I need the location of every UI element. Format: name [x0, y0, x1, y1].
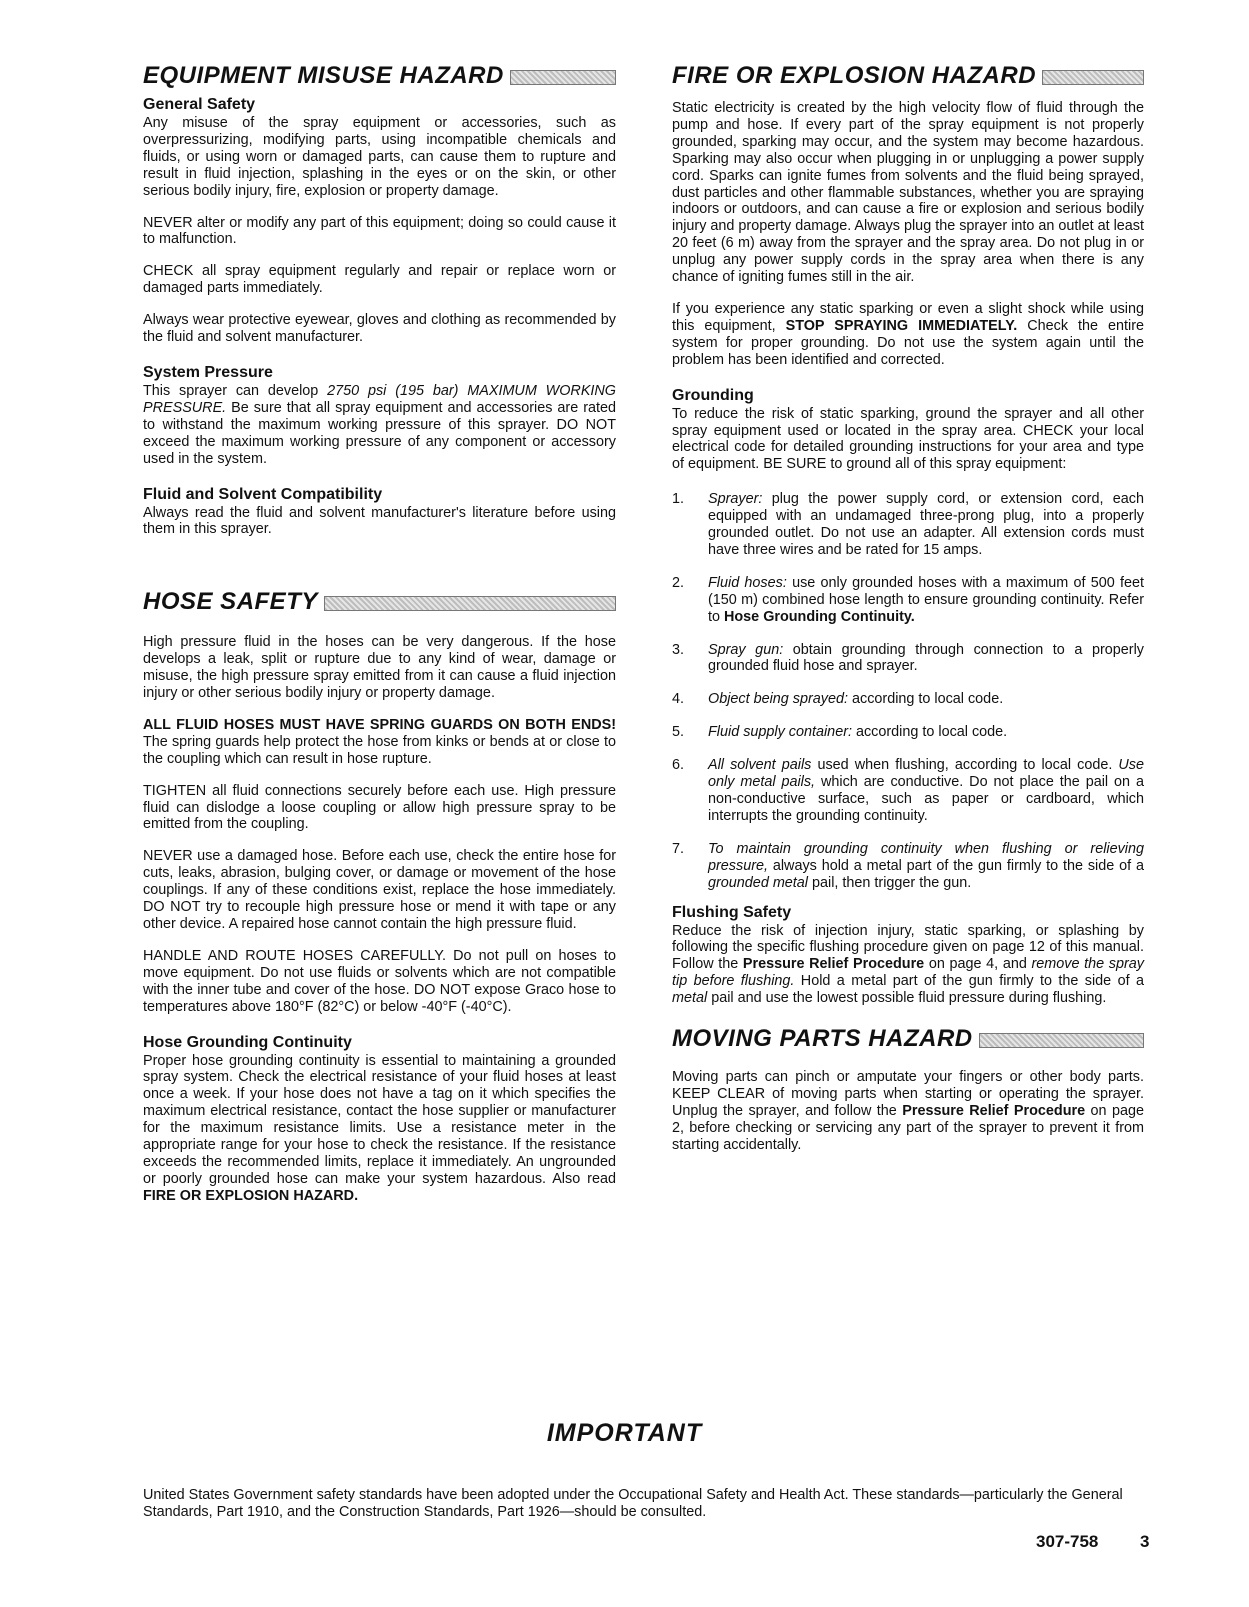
system-pressure-text: This sprayer can develop 2750 psi (195 bar) MAXIMUM WORKING PRESSURE. Be sure that all spray equipment and accessories are rated to withstand the maximum working pressure of this sprayer. DO NOT exceed the maximum working pressure of any component or accessory used in the system.: [143, 382, 616, 467]
fire-p1: Static electricity is created by the high velocity flow of fluid through the pump and hose. If every part of the spray equipment is not properly grounded, sparking may occur, and the system may become hazardous. Sparking may also occur when plugging in or unplugging a power supply cord. Sparks can ignite fumes from solvents and the fluid being sprayed, dust particles and other flammable substances, whether you are spraying indoors or outdoors, and can cause a fire or explosion and serious bodily injury and property damage. Always plug the sprayer into an outlet at least 20 feet (6 m) away from the sprayer and the spray area. Do not plug in or unplug any power supply cords in the spray area when there is any chance of igniting fumes still in the air.: [672, 100, 1144, 286]
hose-grounding-title: Hose Grounding Continuity: [143, 1033, 352, 1051]
grounding-intro: To reduce the risk of static sparking, ground the sprayer and all other spray equipment used or located in the spray area. CHECK your local electrical code for detailed grounding instructions for your area and type of equipment. BE SURE to ground all of this spray equipment:: [672, 405, 1144, 473]
general-safety-p4: Always wear protective eyewear, gloves and clothing as recommended by the fluid and solvent manufacturer.: [143, 312, 616, 346]
heading-bar: [1042, 70, 1144, 85]
important-title: IMPORTANT: [546, 1419, 703, 1447]
heading-bar: [979, 1033, 1144, 1048]
grounding-title: Grounding: [672, 386, 754, 404]
heading-bar: [324, 596, 616, 611]
list-item: 2. Fluid hoses: use only grounded hoses with a maximum of 500 feet (150 m) combined hose length to ensure grounding continuity. Refer to Hose Grounding Continuity.: [672, 574, 1144, 625]
heading-bar: [510, 70, 616, 85]
hose-safety-heading: HOSE SAFETY: [143, 588, 616, 616]
moving-parts-text: Moving parts can pinch or amputate your fingers or other body parts. KEEP CLEAR of moving parts when starting or operating the sprayer. Unplug the sprayer, and follow the Pressure Relief Procedure on page 2, before checking or servicing any part of the sprayer to prevent it from starting accidentally.: [672, 1069, 1145, 1153]
list-item: 6. All solvent pails used when flushing, according to local code. Use only metal pails, which are conductive. Do not place the pail on a non-conductive surface, such as paper or cardboard, which interrupts the grounding continuity.: [672, 757, 1144, 824]
hose-safety-p1: High pressure fluid in the hoses can be very dangerous. If the hose develops a leak, split or rupture due to any kind of wear, damage or misuse, the high pressure spray emitted from it can cause a fluid injection injury or other serious bodily injury or property damage.: [143, 634, 616, 702]
important-text: United States Government safety standards have been adopted under the Occupational Safety and Health Act. These standards—particularly the General Standards, Part 1910, and the Construction Standards, Part 1926—should be consulted.: [143, 1487, 1123, 1520]
general-safety-p2: NEVER alter or modify any part of this equipment; doing so could cause it to malfunction.: [143, 214, 616, 248]
fluid-solvent-text: Always read the fluid and solvent manufacturer's literature before using them in this sprayer.: [143, 504, 616, 538]
hose-safety-p3: TIGHTEN all fluid connections securely before each use. High pressure fluid can dislodge a loose coupling or allow high pressure spray to be emitted from the coupling.: [143, 782, 616, 833]
list-item: 4. Object being sprayed: according to local code.: [672, 691, 1004, 708]
left-column: [143, 62, 616, 1220]
equipment-misuse-heading: EQUIPMENT MISUSE HAZARD: [143, 62, 616, 90]
hose-safety-p2: ALL FLUID HOSES MUST HAVE SPRING GUARDS ON BOTH ENDS! The spring guards help protect the hose from kinks or bends at or close to the coupling which can result in hose rupture.: [143, 716, 616, 767]
fire-p2: If you experience any static sparking or even a slight shock while using this equipment, STOP SPRAYING IMMEDIATELY. Check the entire system for proper grounding. Do not use the system again until the problem has been identified and corrected.: [672, 300, 1145, 368]
document-number: 307-758: [1036, 1532, 1099, 1551]
fluid-solvent-title: Fluid and Solvent Compatibility: [143, 485, 383, 503]
grounding-list: [672, 491, 1144, 891]
fire-explosion-heading: FIRE OR EXPLOSION HAZARD: [672, 62, 1144, 90]
moving-parts-heading: MOVING PARTS HAZARD: [672, 1025, 1144, 1053]
hose-grounding-text: Proper hose grounding continuity is essential to maintaining a grounded spray system. Check the electrical resistance of your fluid hoses at least once a week. If your hose does not have a tag on it which specifies the maximum electrical resistance, contact the hose supplier or manufacturer for the maximum resistance limits. Use a resistance meter in the appropriate range for your hose to check the resistance. If the resistance exceeds the recommended limits, replace it immediately. An ungrounded or poorly grounded hose can make your system hazardous. Also read FIRE OR EXPLOSION HAZARD.: [143, 1052, 616, 1204]
right-column: [672, 62, 1144, 1169]
flushing-title: Flushing Safety: [672, 903, 792, 921]
hose-safety-p5: HANDLE AND ROUTE HOSES CAREFULLY. Do not pull on hoses to move equipment. Do not use fluids or solvents which are not compatible with the inner tube and cover of the hose. DO NOT expose Graco hose to temperatures above 180°F (82°C) or below -40°F (-40°C).: [143, 947, 616, 1015]
general-safety-p1: Any misuse of the spray equipment or accessories, such as overpressurizing, modifying parts, using incompatible chemicals and fluids, or using worn or damaged parts, can cause them to rupture and result in fluid injection, splashing in the eyes or on the skin, or other serious bodily injury, fire, explosion or property damage.: [143, 115, 616, 199]
list-item: 5. Fluid supply container: according to local code.: [672, 724, 1008, 741]
list-item: 3. Spray gun: obtain grounding through connection to a properly grounded fluid hose and sprayer.: [672, 641, 1144, 675]
page-number: 3: [1140, 1532, 1150, 1551]
system-pressure-title: System Pressure: [143, 363, 273, 381]
flushing-text: Reduce the risk of injection injury, static sparking, or splashing by following the specific flushing procedure given on page 12 of this manual. Follow the Pressure Relief Procedure on page 4, and remove the spray tip before flushing. Hold a metal part of the gun firmly to the side of a metal pail and use the lowest possible fluid pressure during flushing.: [672, 922, 1144, 1007]
list-item: 7. To maintain grounding continuity when flushing or relieving pressure, always hold a metal part of the gun firmly to the side of a grounded metal pail, then trigger the gun.: [672, 840, 1144, 891]
list-item: 1. Sprayer: plug the power supply cord, or extension cord, each equipped with an undamaged three-prong plug, into a properly grounded outlet. Do not use an adapter. All extension cords must have three wires and be rated for 15 amps.: [672, 491, 1144, 558]
general-safety-title: General Safety: [143, 96, 256, 113]
general-safety-p3: CHECK all spray equipment regularly and repair or replace worn or damaged parts immediately.: [143, 263, 616, 297]
hose-safety-p4: NEVER use a damaged hose. Before each use, check the entire hose for cuts, leaks, abrasion, bulging cover, or damage or movement of the hose couplings. If any of these conditions exist, replace the hose immediately. DO NOT try to recouple high pressure hose or mend it with tape or any other device. A repaired hose cannot contain the high pressure fluid.: [143, 848, 616, 932]
